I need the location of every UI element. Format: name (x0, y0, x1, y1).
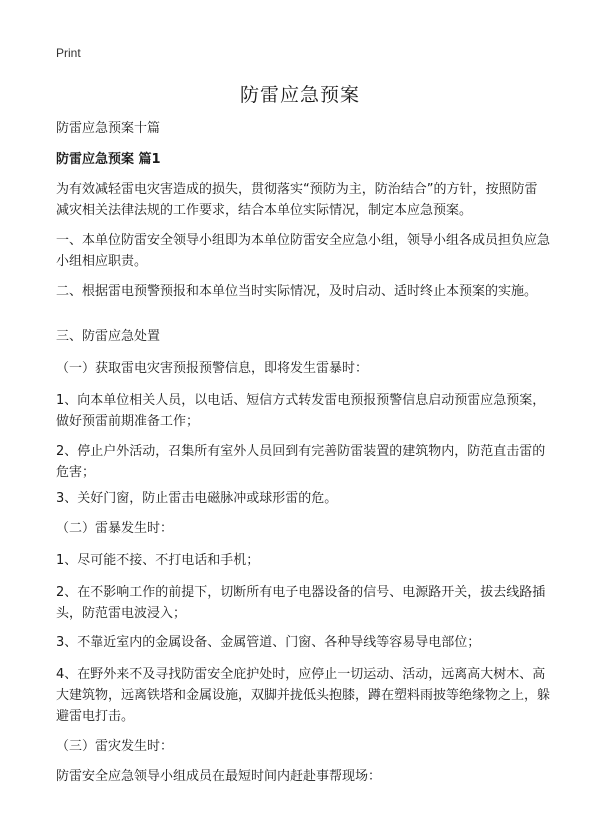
paragraph-subsection-3: （三）雷灾发生时： (56, 739, 174, 754)
paragraph-item-2-3: 3、不靠近室内的金属设备、金属管道、门窗、各种导线等容易导电部位； (56, 635, 481, 650)
document-title: 防雷应急预案 (239, 84, 360, 106)
paragraph-final: 防雷安全应急领导小组成员在最短时间内赶赴事帮现场： (56, 769, 382, 784)
paragraph-2: 二、根据雷电预警预报和本单位当时实际情况，及时启动、适时终止本预案的实施。 (56, 284, 538, 299)
paragraph-3-heading: 三、防雷应急处置 (56, 329, 161, 344)
paragraph-subsection-2: （二）雷暴发生时： (56, 521, 174, 536)
paragraph-item-2-1: 1、尽可能不接、不打电话和手机； (56, 553, 260, 568)
paragraph-item-1-2: 2、停止户外活动，召集所有室外人员回到有完善防雷装置的建筑物内，防范直击雷的危害； (56, 444, 546, 480)
section-heading: 防雷应急预案 篇1 (56, 152, 161, 167)
document-subtitle: 防雷应急预案十篇 (56, 121, 161, 136)
paragraph-item-1-3: 3、关好门窗，防止雷击电磁脉冲或球形雷的危。 (56, 491, 338, 506)
paragraph-item-1-1: 1、向本单位相关人员，以电话、短信方式转发雷电预报预警信息启动预雷应急预案，做好预雷前期准备工作； (56, 393, 546, 429)
paragraph-item-2-4: 4、在野外来不及寻找防雷安全庇护处时，应停止一切运动、活动，远离高大树木、高大建筑物，远离铁塔和金属设施，双脚并拢低头抱膝，蹲在塑料雨披等绝缘物之上，躲避雷电打击。 (56, 667, 551, 724)
paragraph-subsection-1: （一）获取雷电灾害预报预警信息，即将发生雷暴时： (56, 361, 369, 376)
paragraph-1: 一、本单位防雷安全领导小组即为本单位防雷安全应急小组，领导小组各成员担负应急小组相应职责。 (56, 233, 551, 269)
paragraph-item-2-2: 2、在不影响工作的前提下，切断所有电子电器设备的信号、电源路开关，拔去线路插头，防范雷电波浸入； (56, 585, 546, 621)
paragraph-intro: 为有效减轻雷电灾害造成的损失，贯彻落实“预防为主，防治结合”的方针，按照防雷减灾相关法律法规的工作要求，结合本单位实际情况，制定本应急预案。 (56, 182, 538, 218)
print-link[interactable]: Print (56, 46, 81, 60)
